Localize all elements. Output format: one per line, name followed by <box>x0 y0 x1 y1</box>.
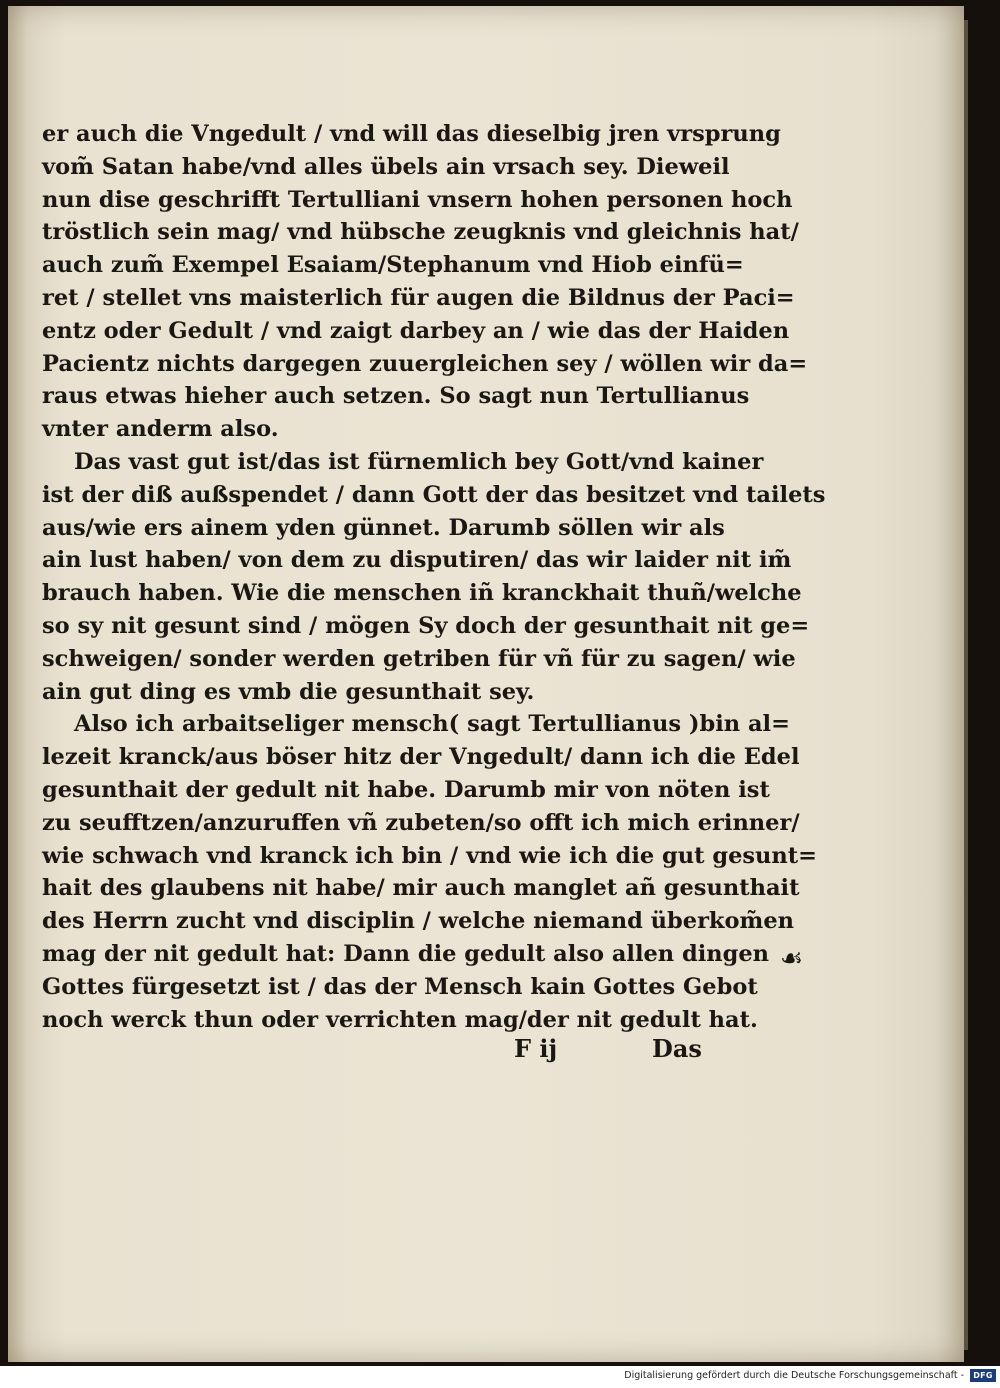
text-line: ist der diß außspendet / dann Gott der das besitzet vnd tailets <box>42 481 826 508</box>
text-line: vnter anderm also. <box>42 416 279 443</box>
paragraph-start-line: Also ich arbaitseliger mensch( sagt Tertullianus )bin al= <box>74 711 790 738</box>
text-line: wie schwach vnd kranck ich bin / vnd wie ich die gut gesunt= <box>42 842 818 869</box>
text-line: so sy nit gesunt sind / mögen Sy doch der gesunthait nit ge= <box>42 612 810 639</box>
text-line: vom̃ Satan habe/vnd alles übels ain vrsach sey. Dieweil <box>42 153 730 180</box>
text-line: gesunthait der gedult nit habe. Darumb mir von nöten ist <box>42 776 770 803</box>
text-line: er auch die Vngedult / vnd will das dieselbig jren vrsprung <box>42 121 781 147</box>
text-line: hait des glaubens nit habe/ mir auch manglet añ gesunthait <box>42 875 800 902</box>
page-edge <box>964 20 968 1350</box>
paragraph-start-line: Das vast gut ist/das ist fürnemlich bey Gott/vnd kainer <box>74 448 764 475</box>
text-line: nun dise geschrifft Tertulliani vnsern hohen personen hoch <box>42 186 793 213</box>
text-line: raus etwas hieher auch setzen. So sagt nun Tertullianus <box>42 383 750 410</box>
margin-ornament: ☙ <box>780 944 804 974</box>
text-line: mag der nit gedult hat: Dann die gedult also allen dingen <box>42 940 770 967</box>
text-line: noch werck thun oder verrichten mag/der nit gedult hat. <box>42 1006 758 1033</box>
text-line: ain lust haben/ von dem zu disputiren/ das wir laider nit im̃ <box>42 547 792 574</box>
text-line: ret / stellet vns maisterlich für augen die Bildnus der Paci= <box>42 284 795 311</box>
signature-mark: F ij <box>514 1034 558 1063</box>
text-line: entz oder Gedult / vnd zaigt darbey an / wie das der Haiden <box>42 317 790 344</box>
catchword: Das <box>652 1034 702 1063</box>
text-line: brauch haben. Wie die menschen iñ kranckhait thuñ/welche <box>42 580 802 607</box>
text-line: Pacientz nichts dargegen zuuergleichen sey / wöllen wir da= <box>42 350 808 377</box>
funding-credit: Digitalisierung gefördert durch die Deutsche Forschungsgemeinschaft - <box>624 1370 964 1381</box>
text-line: lezeit kranck/aus böser hitz der Vngedult/ dann ich die Edel <box>42 744 800 771</box>
text-line: auch zum̃ Exempel Esaiam/Stephanum vnd Hiob einfü= <box>42 252 744 279</box>
text-line: tröstlich sein mag/ vnd hübsche zeugknis vnd gleichnis hat/ <box>42 219 799 246</box>
text-line: Gottes fürgesetzt ist / das der Mensch kain Gottes Gebot <box>42 973 758 1000</box>
text-line: aus/wie ers ainem yden günnet. Darumb söllen wir als <box>42 514 725 541</box>
text-line: schweigen/ sonder werden getriben für vñ für zu sagen/ wie <box>42 645 796 672</box>
body-text <box>42 118 826 1036</box>
dfg-logo: DFG <box>970 1369 996 1382</box>
text-line: des Herrn zucht vnd disciplin / welche niemand überkom̃en <box>42 908 795 935</box>
text-line: zu seufftzen/anzuruffen vñ zubeten/so offt ich mich erinner/ <box>42 809 800 836</box>
text-line: ain gut ding es vmb die gesunthait sey. <box>42 678 535 705</box>
